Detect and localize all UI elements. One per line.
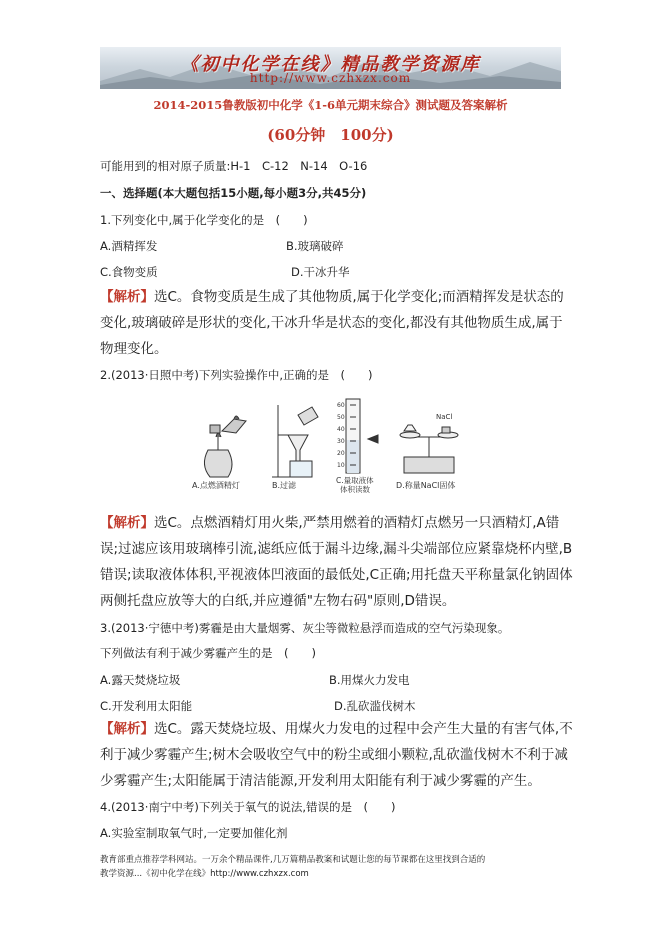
footer-line-1: 教育部重点推荐学科网站。一万余个精品课件,几万篇精品教案和试题让您的每节课都在这里找到合适的 <box>100 855 486 865</box>
q3-option-a: A.露天焚烧垃圾 <box>100 673 181 687</box>
q4-stem: 4.(2013·南宁中考)下列关于氧气的说法,错误的是 ( ) <box>100 800 396 814</box>
atomic-masses: 可能用到的相对原子质量:H-1 C-12 N-14 O-16 <box>100 159 368 173</box>
scale-20: 20 <box>337 450 345 457</box>
q2-stem: 2.(2013·日照中考)下列实验操作中,正确的是 ( ) <box>100 368 373 382</box>
analysis-tag: 【解析】 <box>100 515 154 531</box>
fig-label-b: B.过滤 <box>272 481 297 490</box>
section-heading: 一、选择题(本大题包括15小题,每小题3分,共45分) <box>100 186 367 200</box>
header-banner <box>100 47 561 89</box>
document-title: 2014-2015鲁教版初中化学《1-6单元期末综合》测试题及答案解析 <box>153 98 508 112</box>
analysis-tag: 【解析】 <box>100 289 154 305</box>
q3-option-c: C.开发利用太阳能 <box>100 699 193 713</box>
alcohol-lamp-illustration <box>204 416 246 477</box>
nacl-label: NaCl <box>436 413 453 421</box>
scale-50: 50 <box>337 414 345 421</box>
q3-option-b: B.用煤火力发电 <box>329 673 410 687</box>
lab-operations-figure <box>190 395 465 495</box>
fig-label-c2: 体积读数 <box>340 485 370 494</box>
q1-option-d: D.干冰升华 <box>291 265 350 279</box>
q3-analysis-text: 选C。露天焚烧垃圾、用煤火力发电的过程中会产生大量的有害气体,不利于减少雾霾产生;树木会吸收空气中的粉尘或细小颗粒,乱砍滥伐树木不利于减少雾霾产生;太阳能属于清洁能源,开发利用太阳能有利于减少雾霾的产生。 <box>100 721 573 789</box>
scale-10: 10 <box>337 462 345 469</box>
banner-title: 《初中化学在线》精品教学资源库 <box>180 54 481 75</box>
q1-stem: 1.下列变化中,属于化学变化的是 ( ) <box>100 213 308 227</box>
q1-analysis-text: 选C。食物变质是生成了其他物质,属于化学变化;而酒精挥发是状态的变化,玻璃破碎是形状的变化,干冰升华是状态的变化,都没有其他物质生成,属于物理变化。 <box>100 289 564 357</box>
q3-option-d: D.乱砍滥伐树木 <box>334 699 416 713</box>
document-subtitle: (60分钟 100分) <box>267 126 394 144</box>
filtration-illustration <box>272 405 318 477</box>
graduated-cylinder-illustration <box>346 399 378 473</box>
q1-option-c: C.食物变质 <box>100 265 158 279</box>
scale-60: 60 <box>337 402 345 409</box>
q1-option-b: B.玻璃破碎 <box>286 239 344 253</box>
q2-analysis-text: 选C。点燃酒精灯用火柴,严禁用燃着的酒精灯点燃另一只酒精灯,A错误;过滤应该用玻璃棒引流,滤纸应低于漏斗边缘,漏斗尖端部位应紧靠烧杯内壁,B错误;读取液体体积,平视液体凹液面的最低处,C正确;用托盘天平称量氯化钠固体两侧托盘应放等大的白纸,并应遵循"左物右码"原则,D错误。 <box>100 515 573 609</box>
fig-label-a: A.点燃酒精灯 <box>192 481 240 490</box>
q3-stem-line1: 3.(2013·宁德中考)雾霾是由大量烟雾、灰尘等微粒悬浮而造成的空气污染现象。 <box>100 621 510 635</box>
q3-analysis <box>100 716 575 794</box>
fig-label-d: D.称量NaCl固体 <box>396 481 456 490</box>
q2-analysis <box>100 510 575 614</box>
banner-url[interactable]: http://www.czhxzx.com <box>249 71 412 85</box>
balance-illustration <box>400 425 458 473</box>
page-footer <box>100 853 570 881</box>
q1-option-a: A.酒精挥发 <box>100 239 158 253</box>
scale-30: 30 <box>337 438 345 445</box>
footer-line-2[interactable]: 教学资源...《初中化学在线》http://www.czhxzx.com <box>100 869 309 879</box>
scale-40: 40 <box>337 426 345 433</box>
q1-analysis <box>100 284 575 362</box>
q3-stem-line2: 下列做法有利于减少雾霾产生的是 ( ) <box>100 646 316 660</box>
analysis-tag: 【解析】 <box>100 721 154 737</box>
fig-label-c1: C.量取液体 <box>336 476 374 485</box>
q4-option-a: A.实验室制取氧气时,一定要加催化剂 <box>100 826 288 840</box>
